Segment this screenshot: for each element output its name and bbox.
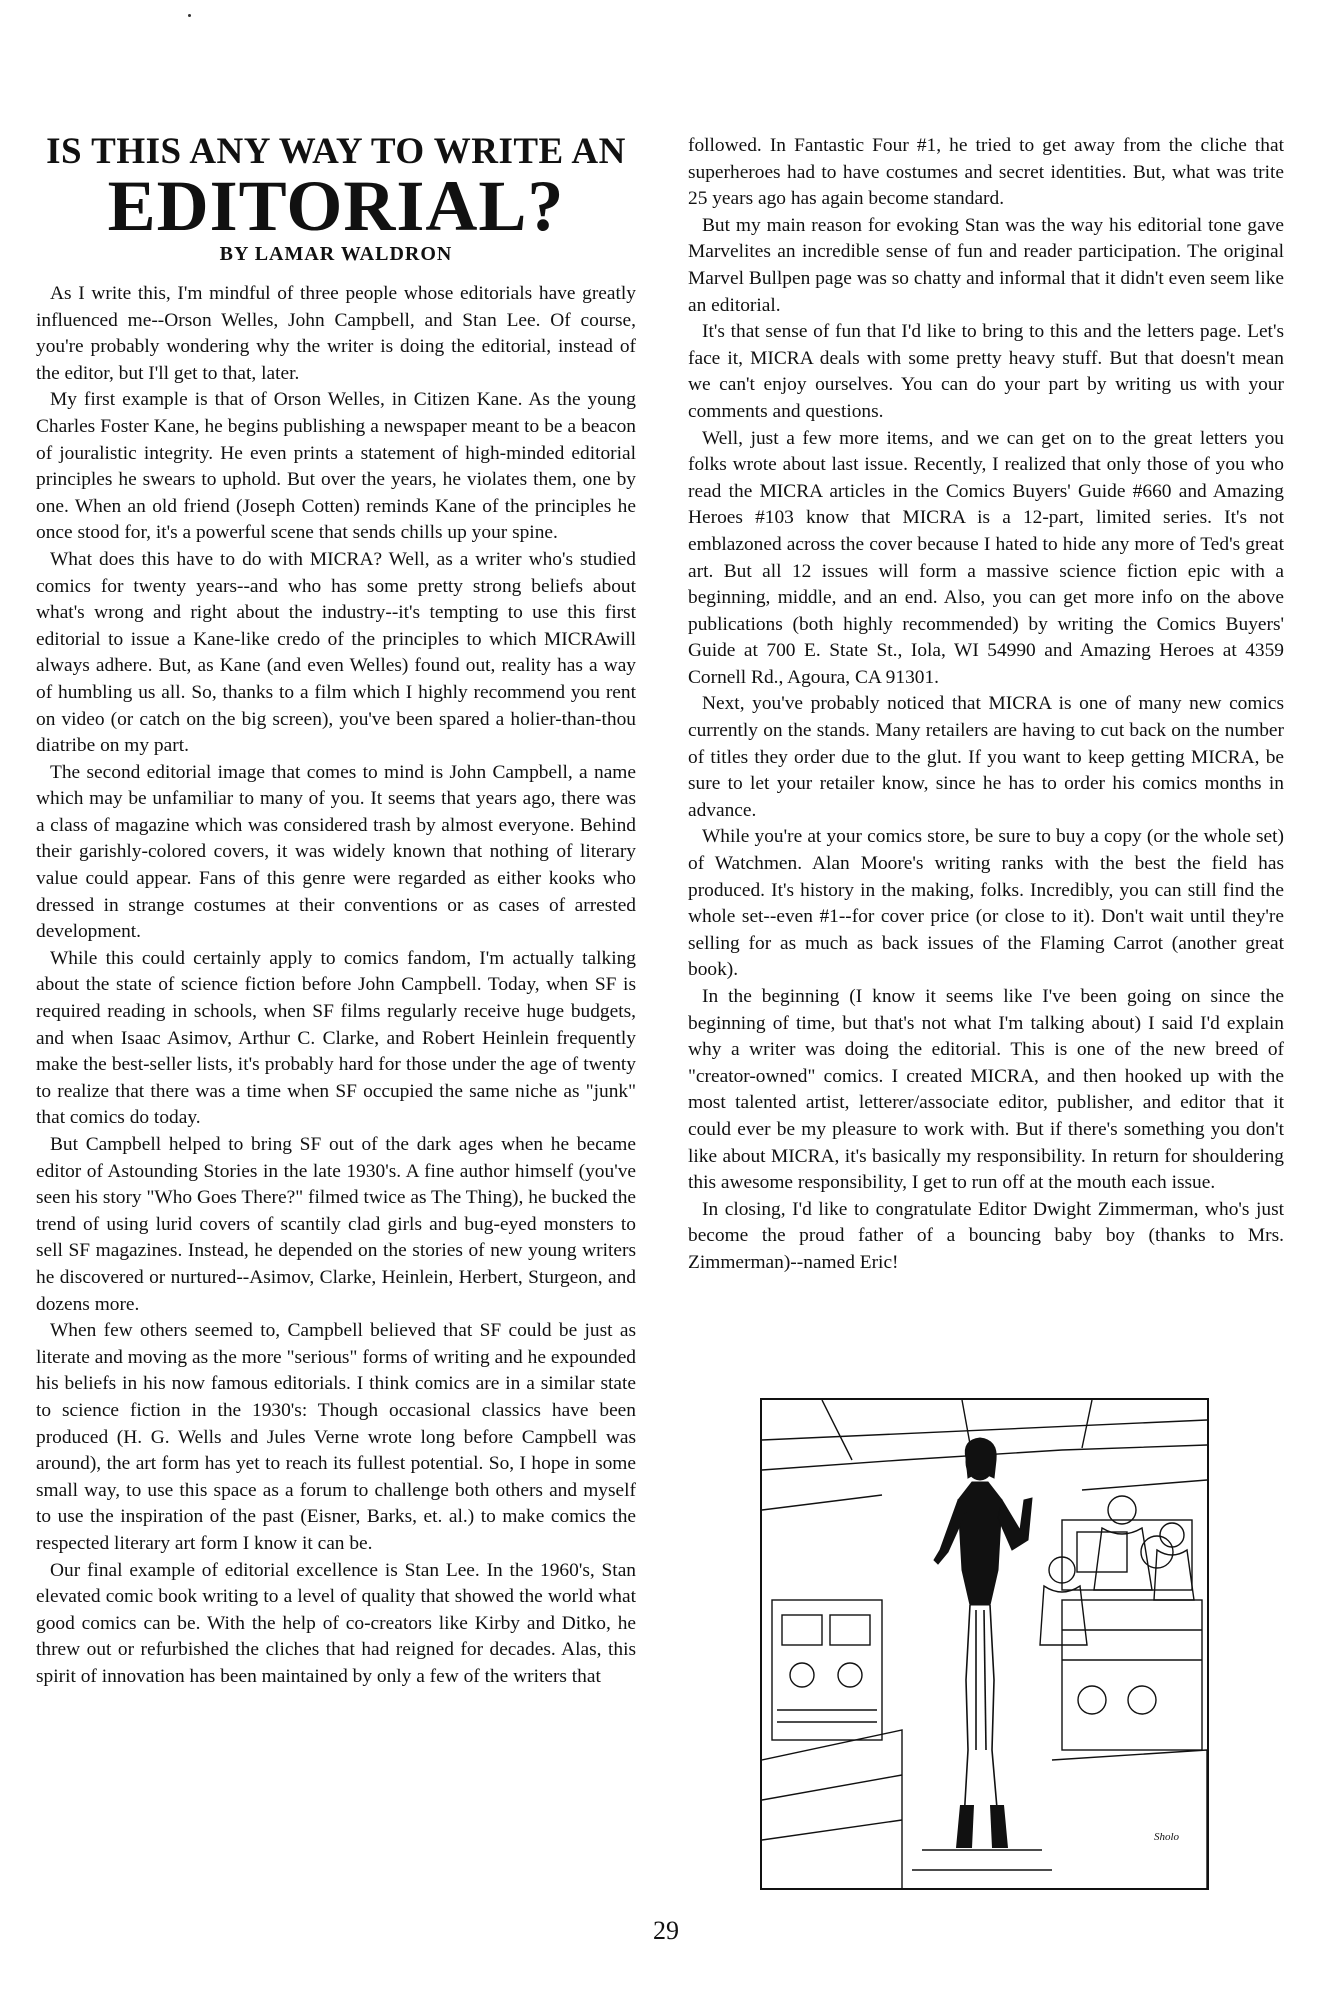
- paragraph: Well, just a few more items, and we can get on to the great letters you folks wrote about last issue. Recently, I realized that only those of you who read the MICRA articles in the Comics Buyers' Guide #660 and Amazing Heroes #103 know that MICRA is a 12-part, limited series. It's not emblazoned across the cover because I hated to hide any more of Ted's great art. But all 12 issues will form a massive science fiction epic with a beginning, middle, and an end. Also, you can get more info on the above publications (both highly recommended) by writing the Comics Buyers' Guide at 700 E. State St., Iola, WI 54990 and Amazing Heroes at 4359 Cornell Rd., Agoura, CA 91301.: [688, 427, 1284, 688]
- paragraph: But my main reason for evoking Stan was the way his editorial tone gave Marvelites an incredible sense of fun and reader participation. The original Marvel Bullpen page was so chatty and informal that it didn't even seem like an editorial.: [688, 214, 1284, 316]
- paragraph: While you're at your comics store, be sure to buy a copy (or the whole set) of Watchmen. Alan Moore's writing ranks with the best the field has produced. It's history in the making, folks. Incredibly, you can still find the whole set--even #1--for cover price (or close to it). Don't wait until they're selling for as much as back issues of the Flaming Carrot (another great book).: [688, 826, 1284, 981]
- left-column: [36, 133, 636, 1690]
- illustration-art: [762, 1400, 1207, 1888]
- paragraph: What does this have to do with MICRA? Well, as a writer who's studied comics for twenty years--and who has some pretty strong beliefs about what's wrong and right about the industry--it's tempting to use this first editorial to issue a Kane-like credo of the principles to which MICRAwill always adhere. But, as Kane (and even Welles) found out, reality has a way of humbling us all. So, thanks to a film which I highly recommend you rent on video (or catch on the big screen), you've been spared a holier-than-thou diatribe on my part.: [36, 548, 636, 757]
- paragraph: But Campbell helped to bring SF out of the dark ages when he became editor of Astounding Stories in the late 1930's. A fine author himself (you've seen his story "Who Goes There?" filmed twice as The Thing), he bucked the trend of using lurid covers of scantily clad girls and bug-eyed monsters to sell SF magazines. Instead, he depended on the stories of new young writers he discovered or nurtured--Asimov, Clarke, Heinlein, Herbert, Sturgeon, and dozens more.: [36, 1134, 636, 1315]
- headline-line-2: EDITORIAL?: [107, 166, 565, 246]
- speck: [188, 14, 191, 17]
- paragraph: followed. In Fantastic Four #1, he tried to get away from the cliche that superheroes had to have costumes and secret identities. But, what was trite 25 years ago has again become standard.: [688, 135, 1284, 210]
- paragraph: In the beginning (I know it seems like I've been going on since the beginning of time, but that's not what I'm talking about) I said I'd explain why a writer was doing the editorial. This is one of the new breed of "creator-owned" comics. I created MICRA, and then hooked up with the most talented artist, letterer/associate editor, publisher, and editor that it could ever be my pleasure to work with. But if there's something you don't like about MICRA, it's basically my responsibility. In return for shouldering this awesome responsibility, I get to run off at the mouth each issue.: [688, 986, 1284, 1194]
- comic-illustration: [760, 1398, 1209, 1890]
- paragraph: The second editorial image that comes to mind is John Campbell, a name which may be unfamiliar to many of you. It seems that years ago, there was a class of magazine which was considered trash by almost everyone. Behind their garishly-colored covers, it was widely known that nothing of literary value could appear. Fans of this genre were regarded as either kooks who dressed in strange costumes at their conventions or as cases of arrested development.: [36, 761, 636, 943]
- artist-signature: Sholo: [1154, 1831, 1180, 1843]
- paragraph: While this could certainly apply to comics fandom, I'm actually talking about the state of science fiction before John Campbell. Today, when SF is required reading in schools, when SF films regularly receive huge budgets, and when Isaac Asimov, Arthur C. Clarke, and Robert Heinlein frequently make the best-seller lists, it's probably hard for those under the age of twenty to realize that there was a time when SF occupied the same niche as "junk" that comics do today.: [36, 947, 636, 1129]
- byline: BY LAMAR WALDRON: [219, 243, 453, 265]
- paragraph: As I write this, I'm mindful of three people whose editorials have greatly influenced me--Orson Welles, John Campbell, and Stan Lee. Of course, you're probably wondering why the writer is doing the editorial, instead of the editor, but I'll get to that, later.: [36, 283, 636, 384]
- paragraph: Our final example of editorial excellence is Stan Lee. In the 1960's, Stan elevated comic book writing to a level of quality that showed the world what good comics can be. With the help of co-creators like Kirby and Ditko, he threw out or refurbished the cliches that had reigned for decades. Alas, this spirit of innovation has been maintained by only a few of the writers that: [36, 1559, 636, 1687]
- paragraph: It's that sense of fun that I'd like to bring to this and the letters page. Let's face it, MICRA deals with some pretty heavy stuff. But that doesn't mean we can't enjoy ourselves. You can do your part by writing us with your comments and questions.: [688, 321, 1284, 422]
- paragraph: In closing, I'd like to congratulate Editor Dwight Zimmerman, who's just become the proud father of a bouncing baby boy (thanks to Mrs. Zimmerman)--named Eric!: [688, 1198, 1284, 1273]
- headline-line-1: IS THIS ANY WAY TO WRITE AN: [46, 131, 626, 172]
- right-column: [688, 133, 1284, 1277]
- paragraph: Next, you've probably noticed that MICRA is one of many new comics currently on the stands. Many retailers are having to cut back on the number of titles they order due to the glut. If you want to keep getting MICRA, be sure to let your retailer know, since he has to order his comics months in advance.: [688, 693, 1284, 821]
- paragraph: When few others seemed to, Campbell believed that SF could be just as literate and moving as the more "serious" forms of writing and he expounded his beliefs in his now famous editorials. I think comics are in a similar state to science fiction in the 1930's: Though occasional classics have been produced (H. G. Wells and Jules Verne wrote long before Campbell was around), the art form has yet to reach its fullest potential. So, I hope in some small way, to use this space as a forum to challenge both others and myself to use the inspiration of the past (Eisner, Barks, et. al.) to make comics the respected literary art form I know it can be.: [36, 1320, 636, 1554]
- page-number: 29: [653, 1916, 679, 1945]
- paragraph: My first example is that of Orson Welles, in Citizen Kane. As the young Charles Foster Kane, he begins publishing a newspaper meant to be a beacon of jouralistic integrity. He even prints a statement of high-minded editorial principles he swears to uphold. But over the years, he violates them, one by one. When an old friend (Joseph Cotten) reminds Kane of the principles he once stood for, it's a powerful scene that sends chills up your spine.: [36, 389, 636, 544]
